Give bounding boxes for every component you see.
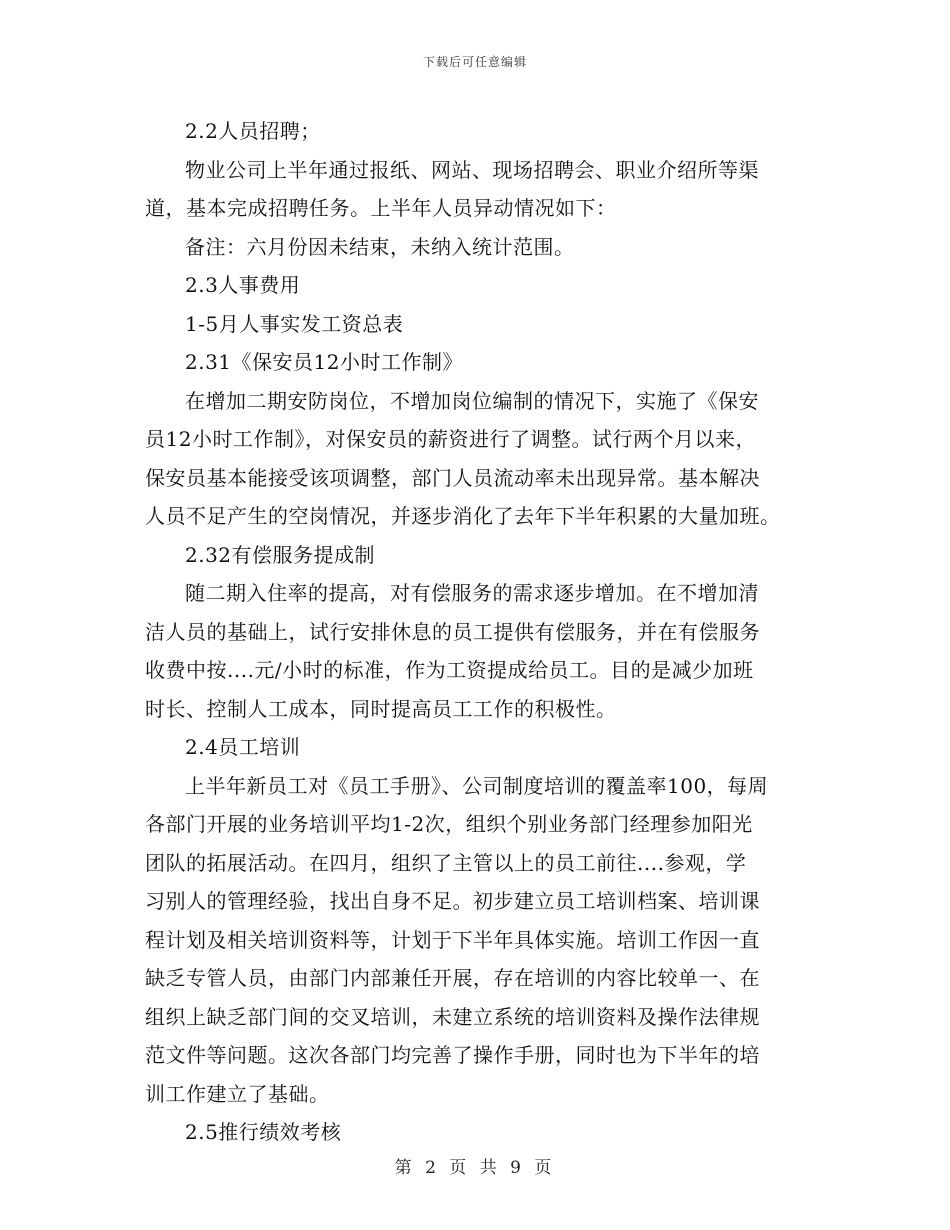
paragraph-line: 洁人员的基础上，试行安排休息的员工提供有偿服务，并在有偿服务	[145, 619, 760, 644]
page-header: 下载后可任意编辑	[422, 55, 527, 69]
paragraph-line: 团队的拓展活动。在四月，组织了主管以上的员工前往....参观，学	[145, 850, 747, 875]
paragraph-line: 时长、控制人工成本，同时提高员工工作的积极性。	[145, 696, 617, 721]
paragraph-line: 上半年新员工对《员工手册》、公司制度培训的覆盖率100，每周	[185, 773, 769, 798]
paragraph-line: 随二期入住率的提高，对有偿服务的需求逐步增加。在不增加清	[185, 581, 759, 605]
paragraph-line: 程计划及相关培训资料等，计划于下半年具体实施。培训工作因一直	[145, 927, 760, 952]
section-heading: 2.32有偿服务提成制	[185, 542, 376, 567]
paragraph-line: 在增加二期安防岗位，不增加岗位编制的情况下，实施了《保安	[185, 388, 759, 413]
section-heading: 2.2人员招聘；	[185, 119, 321, 143]
paragraph-line: 收费中按....元/小时的标准，作为工资提成给员工。目的是减少加班	[145, 658, 754, 682]
paragraph-line: 范文件等问题。这次各部门均完善了操作手册，同时也为下半年的培	[145, 1043, 760, 1067]
paragraph-line: 人员不足产生的空岗情况，并逐步消化了去年下半年积累的大量加班。	[145, 504, 781, 528]
page-footer: 第 2 页 共 9 页	[394, 1158, 556, 1178]
paragraph-line: 物业公司上半年通过报纸、网站、现场招聘会、职业介绍所等渠	[185, 157, 759, 182]
section-heading: 2.31《保安员12小时工作制》	[185, 350, 463, 374]
paragraph-line: 备注：六月份因未结束，未纳入统计范围。	[185, 234, 575, 259]
paragraph-line: 组织上缺乏部门间的交叉培训，未建立系统的培训资料及操作法律规	[145, 1004, 760, 1029]
paragraph-line: 习别人的管理经验，找出自身不足。初步建立员工培训档案、培训课	[145, 889, 760, 913]
paragraph-line: 训工作建立了基础。	[145, 1081, 330, 1106]
section-heading: 2.4员工培训	[185, 735, 301, 759]
paragraph-line: 缺乏专管人员，由部门内部兼任开展，存在培训的内容比较单一、在	[145, 966, 760, 990]
section-heading: 2.3人事费用	[185, 273, 301, 297]
paragraph-line: 道，基本完成招聘任务。上半年人员异动情况如下：	[145, 196, 617, 220]
paragraph-line: 员12小时工作制》，对保安员的薪资进行了调整。试行两个月以来，	[145, 427, 756, 451]
paragraph-line: 1-5月人事实发工资总表	[185, 311, 404, 336]
paragraph-line: 各部门开展的业务培训平均1-2次，组织个别业务部门经理参加阳光	[145, 812, 753, 836]
section-heading: 2.5推行绩效考核	[185, 1120, 342, 1144]
document-body	[145, 112, 810, 1152]
paragraph-line: 保安员基本能接受该项调整，部门人员流动率未出现异常。基本解决	[145, 465, 760, 490]
